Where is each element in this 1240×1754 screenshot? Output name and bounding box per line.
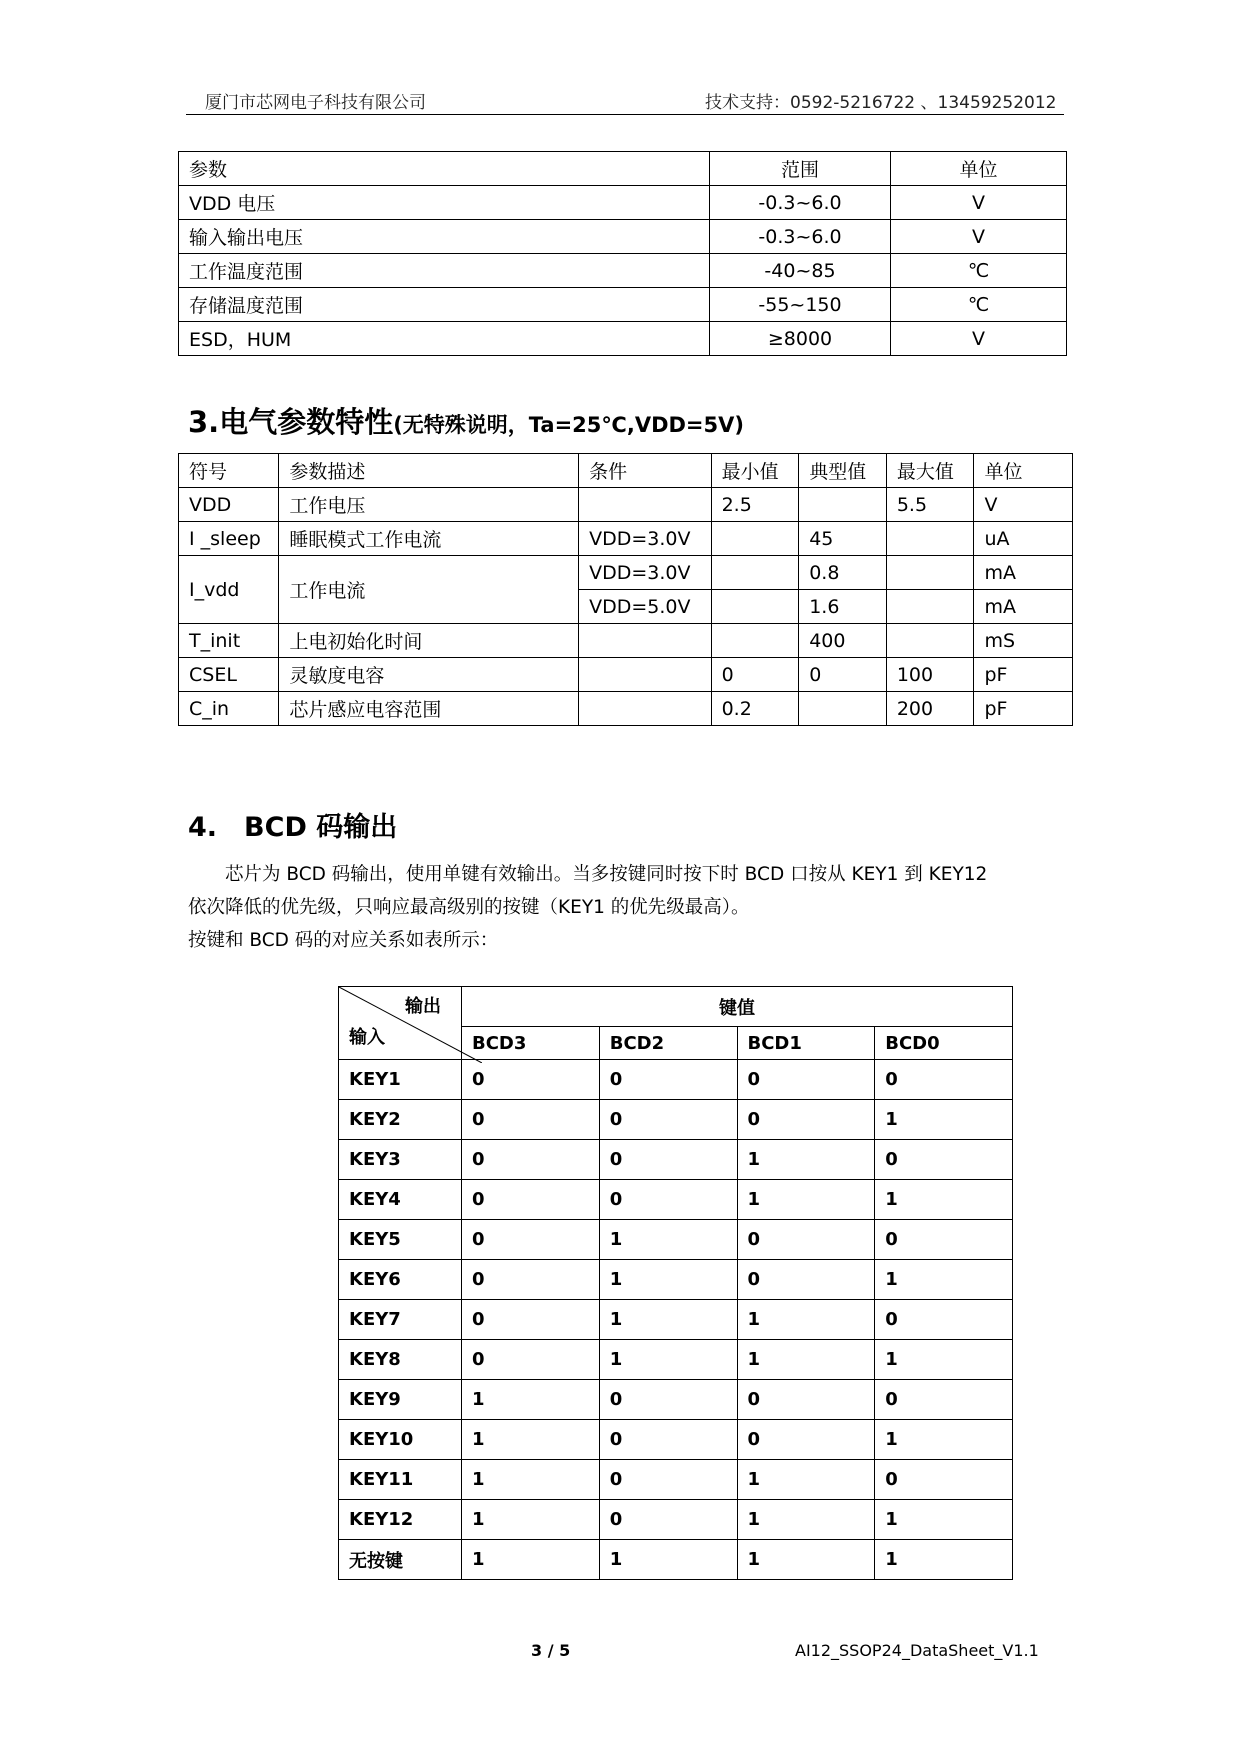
table-cell: 0.2 [711,692,799,726]
table-cell: 存储温度范围 [179,288,710,322]
header-support: 技术支持：0592-5216722 、13459252012 [705,93,1057,113]
table-cell: VDD=5.0V [579,590,711,624]
table-cell: V [891,220,1067,254]
table-row [339,1100,1013,1140]
table-row [179,220,1067,254]
bcd-table [338,986,1013,1580]
table-cell: 灵敏度电容 [279,658,579,692]
table-cell: V [891,186,1067,220]
key-label: KEY2 [339,1100,462,1140]
table-row [179,322,1067,356]
table-cell: I_vdd [179,556,279,624]
table-cell: mA [974,590,1073,624]
table-row [339,1540,1013,1580]
table-cell [579,658,711,692]
table-cell [711,556,799,590]
table-cell: V [891,322,1067,356]
key-label: KEY6 [339,1260,462,1300]
table-cell: ESD，HUM [179,322,710,356]
corner-header [339,987,462,1060]
bcd-value: 0 [462,1300,600,1340]
header-divider [186,114,1064,115]
bcd-value: 1 [737,1460,875,1500]
table-cell: C_in [179,692,279,726]
header-company: 厦门市芯网电子科技有限公司 [205,93,426,113]
bcd-value: 0 [599,1460,737,1500]
table-cell: 0 [711,658,799,692]
table-row [179,522,1073,556]
table-cell [886,522,974,556]
bcd-value: 0 [599,1420,737,1460]
table-cell [711,624,799,658]
bcd-value: 0 [737,1100,875,1140]
bcd-value: 1 [462,1380,600,1420]
table-cell: 5.5 [886,488,974,522]
bcd-value: 0 [737,1260,875,1300]
table-cell: 45 [799,522,887,556]
table-row [179,556,1073,590]
bcd-value: 0 [462,1340,600,1380]
column-header: BCD1 [737,1027,875,1060]
bcd-value: 1 [737,1340,875,1380]
table-cell: -40~85 [710,254,891,288]
table-cell [579,624,711,658]
header-cell: 最大值 [886,454,974,488]
bcd-value: 1 [875,1340,1013,1380]
table-row [339,1460,1013,1500]
table-cell: 睡眠模式工作电流 [279,522,579,556]
bcd-value: 1 [737,1300,875,1340]
bcd-value: 0 [737,1060,875,1100]
header-cell: 范围 [710,152,891,186]
key-label: 无按键 [339,1540,462,1580]
table-cell: 1.6 [799,590,887,624]
table-cell: 上电初始化时间 [279,624,579,658]
key-label: KEY3 [339,1140,462,1180]
corner-output-label: 输出 [405,996,441,1017]
bcd-value: 1 [599,1300,737,1340]
header-cell: 典型值 [799,454,887,488]
header-cell: 最小值 [711,454,799,488]
bcd-value: 1 [462,1540,600,1580]
table-cell: T_init [179,624,279,658]
table-cell [579,692,711,726]
key-label: KEY10 [339,1420,462,1460]
bcd-value: 0 [462,1140,600,1180]
key-label: KEY1 [339,1060,462,1100]
table-row [339,1260,1013,1300]
bcd-value: 0 [875,1300,1013,1340]
bcd-value: 0 [875,1460,1013,1500]
header-cell: 符号 [179,454,279,488]
table-row [339,1500,1013,1540]
table-cell [711,522,799,556]
header-cell: 参数 [179,152,710,186]
bcd-value: 0 [462,1060,600,1100]
group-header: 键值 [462,987,1013,1027]
table-cell: 0.8 [799,556,887,590]
table-row [339,1140,1013,1180]
bcd-value: 1 [875,1260,1013,1300]
bcd-value: 1 [599,1340,737,1380]
table-cell: 0 [799,658,887,692]
bcd-value: 1 [599,1260,737,1300]
table-cell: mA [974,556,1073,590]
table-cell: 400 [799,624,887,658]
paragraph-line: 按键和 BCD 码的对应关系如表所示： [188,930,499,951]
column-header: BCD3 [462,1027,600,1060]
key-label: KEY4 [339,1180,462,1220]
table-cell: uA [974,522,1073,556]
bcd-value: 1 [875,1540,1013,1580]
bcd-value: 0 [875,1220,1013,1260]
bcd-value: 1 [875,1100,1013,1140]
table-cell: ℃ [891,288,1067,322]
key-label: KEY12 [339,1500,462,1540]
column-header: BCD2 [599,1027,737,1060]
bcd-value: 0 [462,1180,600,1220]
limits-table [178,151,1067,356]
table-cell: pF [974,658,1073,692]
table-cell: VDD [179,488,279,522]
bcd-value: 0 [599,1500,737,1540]
table-row [179,186,1067,220]
table-cell: 芯片感应电容范围 [279,692,579,726]
table-row [339,1420,1013,1460]
bcd-value: 0 [875,1060,1013,1100]
header-cell: 参数描述 [279,454,579,488]
table-row [179,658,1073,692]
table-cell: 100 [886,658,974,692]
bcd-value: 1 [875,1500,1013,1540]
table-cell [799,488,887,522]
key-label: KEY11 [339,1460,462,1500]
table-row [179,454,1073,488]
bcd-value: 0 [599,1180,737,1220]
table-cell: 工作电流 [279,556,579,624]
bcd-value: 0 [875,1140,1013,1180]
table-cell: V [974,488,1073,522]
bcd-value: 0 [875,1380,1013,1420]
bcd-value: 1 [462,1500,600,1540]
section4-heading: 4. BCD 码输出 [188,812,398,843]
table-row [339,1300,1013,1340]
table-cell: ℃ [891,254,1067,288]
bcd-value: 0 [599,1060,737,1100]
table-cell [886,624,974,658]
table-row [179,488,1073,522]
bcd-value: 1 [875,1420,1013,1460]
table-row [339,1380,1013,1420]
table-cell: pF [974,692,1073,726]
bcd-value: 0 [599,1140,737,1180]
table-cell: 输入输出电压 [179,220,710,254]
table-cell [799,692,887,726]
key-label: KEY5 [339,1220,462,1260]
table-row [179,692,1073,726]
key-label: KEY8 [339,1340,462,1380]
column-header: BCD0 [875,1027,1013,1060]
bcd-value: 0 [737,1420,875,1460]
table-row [339,1180,1013,1220]
bcd-value: 1 [737,1140,875,1180]
bcd-value: 1 [599,1220,737,1260]
paragraph-line: 芯片为 BCD 码输出，使用单键有效输出。当多按键同时按下时 BCD 口按从 KEY1 到 KEY12 [188,864,988,885]
header-cell: 条件 [579,454,711,488]
section3-title: 3.电气参数特性 [188,405,394,439]
bcd-value: 1 [599,1540,737,1580]
bcd-value: 0 [737,1220,875,1260]
header-cell: 单位 [891,152,1067,186]
corner-input-label: 输入 [349,1027,385,1048]
bcd-value: 0 [737,1380,875,1420]
table-cell [711,590,799,624]
table-cell: 工作电压 [279,488,579,522]
section3-heading [188,400,744,441]
table-cell: -0.3~6.0 [710,186,891,220]
table-cell [886,556,974,590]
section3-subtitle: (无特殊说明，Ta=25℃,VDD=5V) [393,413,744,437]
table-row [339,987,1013,1027]
bcd-value: 1 [462,1420,600,1460]
document-id: AI12_SSOP24_DataSheet_V1.1 [795,1641,1039,1660]
bcd-value: 0 [599,1100,737,1140]
table-cell: -55~150 [710,288,891,322]
page-number: 3 / 5 [531,1641,571,1660]
table-row [179,152,1067,186]
table-cell: 2.5 [711,488,799,522]
electrical-table [178,453,1073,726]
table-cell: -0.3~6.0 [710,220,891,254]
table-cell: VDD=3.0V [579,522,711,556]
bcd-value: 1 [737,1540,875,1580]
table-cell: VDD=3.0V [579,556,711,590]
bcd-value: 0 [462,1260,600,1300]
table-cell: ≥8000 [710,322,891,356]
bcd-value: 0 [462,1220,600,1260]
key-label: KEY9 [339,1380,462,1420]
table-row [179,624,1073,658]
bcd-value: 0 [599,1380,737,1420]
table-cell: 工作温度范围 [179,254,710,288]
key-label: KEY7 [339,1300,462,1340]
table-cell: I _sleep [179,522,279,556]
table-row [179,254,1067,288]
table-row [339,1340,1013,1380]
paragraph-line: 依次降低的优先级，只响应最高级别的按键（KEY1 的优先级最高）。 [188,897,750,918]
bcd-value: 1 [462,1460,600,1500]
table-row [179,288,1067,322]
table-cell: mS [974,624,1073,658]
table-row [339,1220,1013,1260]
header-cell: 单位 [974,454,1073,488]
bcd-value: 1 [875,1180,1013,1220]
table-cell [579,488,711,522]
table-cell: 200 [886,692,974,726]
bcd-value: 0 [462,1100,600,1140]
table-cell: CSEL [179,658,279,692]
bcd-value: 1 [737,1180,875,1220]
table-cell [886,590,974,624]
bcd-value: 1 [737,1500,875,1540]
table-row [339,1060,1013,1100]
table-cell: VDD 电压 [179,186,710,220]
